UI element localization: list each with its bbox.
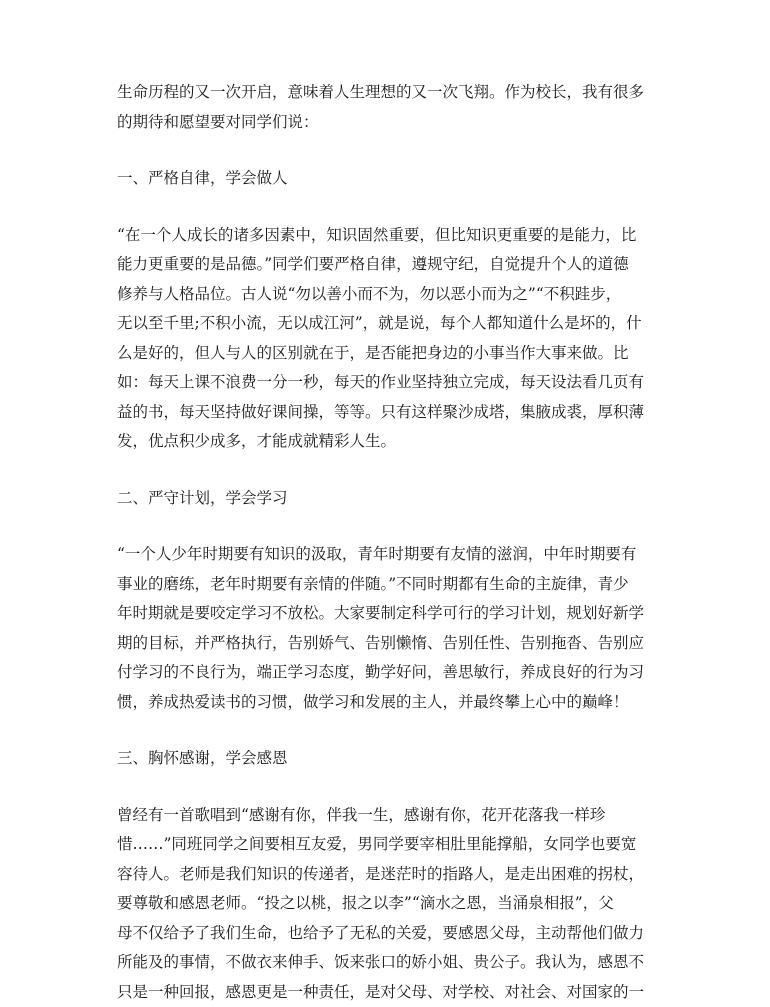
text-line: “在一个人成长的诸多因素中，知识固然重要，但比知识更重要的是能力，比 xyxy=(117,221,655,251)
document-body xyxy=(117,78,655,1007)
text-line: 发，优点积少成多，才能成就精彩人生。 xyxy=(117,427,655,457)
heading-text: 一、严格自律，学会做人 xyxy=(117,164,655,194)
text-line: 要尊敬和感恩老师。“投之以桃，报之以李”“滴水之恩，当涌泉相报”，父 xyxy=(117,889,655,919)
text-line: 期的目标，并严格执行，告别娇气、告别懒惰、告别任性、告别拖沓、告别应 xyxy=(117,629,655,659)
text-line: 容待人。老师是我们知识的传递者，是迷茫时的指路人，是走出困难的拐杖， xyxy=(117,860,655,890)
heading-text: 二、严守计划，学会学习 xyxy=(117,484,655,514)
text-line: 无以至千里;不积小流，无以成江河”，就是说，每个人都知道什么是坏的，什 xyxy=(117,309,655,339)
text-line: 能力更重要的是品德。”同学们要严格自律，遵规守纪，自觉提升个人的道德 xyxy=(117,250,655,280)
text-line: 么是好的，但人与人的区别就在于，是否能把身边的小事当作大事来做。比 xyxy=(117,339,655,369)
text-line: 事业的磨练，老年时期要有亲情的伴随。”不同时期都有生命的主旋律，青少 xyxy=(117,570,655,600)
paragraph-intro xyxy=(117,78,655,137)
heading-text: 三、胸怀感谢，学会感恩 xyxy=(117,744,655,774)
section-heading-3 xyxy=(117,744,655,774)
text-line: 修养与人格品位。古人说“勿以善小而不为，勿以恶小而为之”“不积跬步， xyxy=(117,280,655,310)
paragraph-gratitude xyxy=(117,801,655,1007)
text-line: 年时期就是要咬定学习不放松。大家要制定科学可行的学习计划，规划好新学 xyxy=(117,599,655,629)
text-line: 曾经有一首歌唱到“感谢有你，伴我一生，感谢有你，花开花落我一样珍 xyxy=(117,801,655,831)
text-line: 母不仅给予了我们生命，也给予了无私的关爱，要感恩父母，主动帮他们做力 xyxy=(117,919,655,949)
text-line: 如：每天上课不浪费一分一秒，每天的作业坚持独立完成，每天设法看几页有 xyxy=(117,368,655,398)
text-line: 只是一种回报，感恩更是一种责任，是对父母、对学校、对社会、对国家的一 xyxy=(117,978,655,1007)
text-line: 付学习的不良行为，端正学习态度，勤学好问，善思敏行，养成良好的行为习 xyxy=(117,658,655,688)
text-line: 生命历程的又一次开启，意味着人生理想的又一次飞翔。作为校长，我有很多 xyxy=(117,78,655,108)
section-heading-1 xyxy=(117,164,655,194)
text-line: 的期待和愿望要对同学们说： xyxy=(117,108,655,138)
text-line: 惯，养成热爱读书的习惯，做学习和发展的主人，并最终攀上心中的巅峰！ xyxy=(117,688,655,718)
text-line: 惜……”同班同学之间要相互友爱，男同学要宰相肚里能撑船，女同学也要宽 xyxy=(117,830,655,860)
text-line: 益的书，每天坚持做好课间操，等等。只有这样聚沙成塔，集腋成裘，厚积薄 xyxy=(117,398,655,428)
paragraph-study-plan xyxy=(117,540,655,717)
paragraph-self-discipline xyxy=(117,221,655,457)
text-line: “一个人少年时期要有知识的汲取，青年时期要有友情的滋润，中年时期要有 xyxy=(117,540,655,570)
text-line: 所能及的事情，不做衣来伸手、饭来张口的娇小姐、贵公子。我认为，感恩不 xyxy=(117,948,655,978)
section-heading-2 xyxy=(117,484,655,514)
